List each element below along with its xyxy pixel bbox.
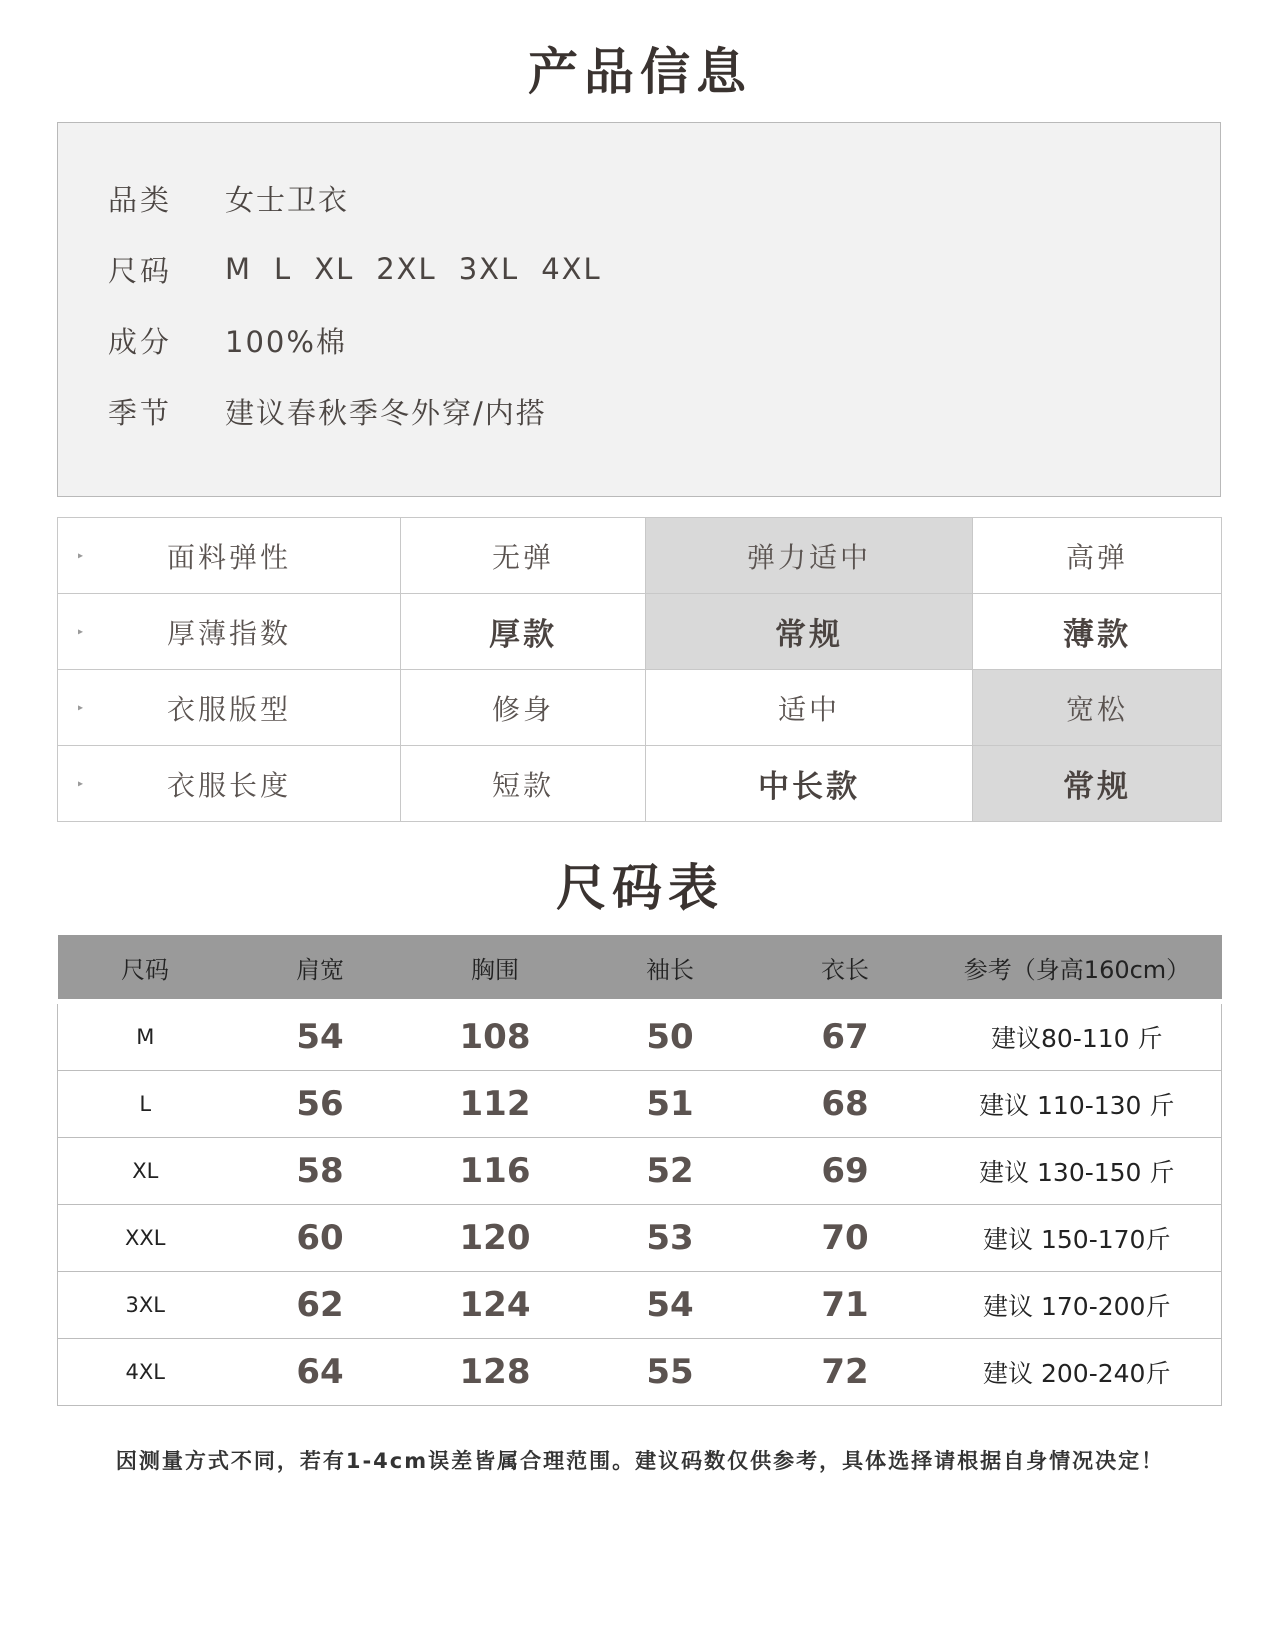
- cell-length: 70: [758, 1205, 933, 1272]
- material-value: 100%棉: [225, 324, 347, 359]
- table-row: [58, 1339, 1222, 1406]
- cell-reference: 建议 170-200斤: [933, 1272, 1222, 1339]
- feature-option-selected: 弹力适中: [646, 518, 973, 594]
- cell-sleeve: 50: [583, 1002, 758, 1071]
- table-row: [58, 1272, 1222, 1339]
- feature-name-cell: [58, 518, 401, 594]
- cell-sleeve: 54: [583, 1272, 758, 1339]
- header-length: 衣长: [758, 935, 933, 1002]
- cell-length: 71: [758, 1272, 933, 1339]
- cell-chest: 112: [408, 1071, 583, 1138]
- table-row: [58, 1138, 1222, 1205]
- header-reference: 参考（身高160cm）: [933, 935, 1222, 1002]
- cell-length: 72: [758, 1339, 933, 1406]
- cell-reference: 建议 130-150 斤: [933, 1138, 1222, 1205]
- feature-option: 中长款: [646, 746, 973, 822]
- size-option: M: [225, 252, 253, 286]
- table-row: [58, 1071, 1222, 1138]
- table-row: [58, 1002, 1222, 1071]
- measurement-footnote: 因测量方式不同，若有1-4cm误差皆属合理范围。建议码数仅供参考，具体选择请根据自身情况决定！: [115, 1449, 1165, 1473]
- info-label: 尺码: [108, 253, 173, 288]
- bullet-arrow-icon: ▸: [78, 626, 87, 637]
- cell-length: 69: [758, 1138, 933, 1205]
- header-sleeve: 袖长: [583, 935, 758, 1002]
- info-label: 品类: [108, 182, 173, 217]
- season-value: 建议春秋季冬外穿/内搭: [225, 395, 547, 430]
- cell-shoulder: 56: [233, 1071, 408, 1138]
- feature-name-cell: [58, 670, 401, 746]
- feature-option: 厚款: [401, 594, 646, 670]
- cell-size: M: [58, 1002, 233, 1071]
- feature-option: 无弹: [401, 518, 646, 594]
- cell-sleeve: 51: [583, 1071, 758, 1138]
- size-chart-title: 尺码表: [556, 859, 724, 917]
- info-row-material: [108, 320, 347, 360]
- feature-name: 面料弹性: [166, 540, 291, 574]
- table-row: [58, 1205, 1222, 1272]
- feature-name: 衣服版型: [166, 692, 291, 726]
- cell-chest: 108: [408, 1002, 583, 1071]
- size-chart-table: [57, 935, 1222, 1406]
- feature-option-selected: 宽松: [973, 670, 1222, 746]
- cell-shoulder: 60: [233, 1205, 408, 1272]
- size-option: XL: [314, 252, 355, 286]
- size-option: 3XL: [458, 252, 520, 286]
- feature-name-cell: [58, 746, 401, 822]
- cell-reference: 建议 110-130 斤: [933, 1071, 1222, 1138]
- cell-shoulder: 62: [233, 1272, 408, 1339]
- feature-name-cell: [58, 594, 401, 670]
- cell-chest: 124: [408, 1272, 583, 1339]
- info-row-category: [108, 178, 349, 218]
- cell-size: 4XL: [58, 1339, 233, 1406]
- cell-size: XL: [58, 1138, 233, 1205]
- size-option: L: [274, 252, 293, 286]
- cell-reference: 建议80-110 斤: [933, 1002, 1222, 1071]
- header-shoulder: 肩宽: [233, 935, 408, 1002]
- cell-sleeve: 52: [583, 1138, 758, 1205]
- cell-chest: 120: [408, 1205, 583, 1272]
- feature-option-selected: 常规: [646, 594, 973, 670]
- cell-shoulder: 64: [233, 1339, 408, 1406]
- feature-option: 高弹: [973, 518, 1222, 594]
- feature-option: 短款: [401, 746, 646, 822]
- bullet-arrow-icon: ▸: [78, 550, 87, 561]
- cell-length: 68: [758, 1071, 933, 1138]
- bullet-arrow-icon: ▸: [78, 778, 87, 789]
- feature-option: 适中: [646, 670, 973, 746]
- info-label: 成分: [108, 324, 173, 359]
- cell-sleeve: 53: [583, 1205, 758, 1272]
- feature-option-selected: 常规: [973, 746, 1222, 822]
- size-option: 4XL: [541, 252, 602, 286]
- cell-reference: 建议 200-240斤: [933, 1339, 1222, 1406]
- info-label: 季节: [108, 395, 173, 430]
- feature-option: 薄款: [973, 594, 1222, 670]
- cell-shoulder: 58: [233, 1138, 408, 1205]
- info-row-sizes: [108, 249, 602, 289]
- feature-name: 衣服长度: [166, 768, 291, 802]
- feature-row-fit: [58, 670, 1222, 746]
- cell-chest: 116: [408, 1138, 583, 1205]
- product-info-panel: [57, 122, 1221, 497]
- feature-row-thickness: [58, 594, 1222, 670]
- header-size: 尺码: [58, 935, 233, 1002]
- cell-length: 67: [758, 1002, 933, 1071]
- product-info-title: 产品信息: [528, 43, 752, 101]
- size-option: 2XL: [376, 252, 437, 286]
- cell-reference: 建议 150-170斤: [933, 1205, 1222, 1272]
- size-chart-header-row: [58, 935, 1222, 1002]
- size-list: [225, 252, 602, 286]
- feature-row-length: [58, 746, 1222, 822]
- cell-shoulder: 54: [233, 1002, 408, 1071]
- info-row-season: [108, 391, 547, 431]
- feature-option: 修身: [401, 670, 646, 746]
- cell-chest: 128: [408, 1339, 583, 1406]
- category-value: 女士卫衣: [225, 182, 350, 217]
- feature-row-elasticity: [58, 518, 1222, 594]
- header-chest: 胸围: [408, 935, 583, 1002]
- cell-size: XXL: [58, 1205, 233, 1272]
- cell-size: 3XL: [58, 1272, 233, 1339]
- cell-sleeve: 55: [583, 1339, 758, 1406]
- feature-table: [57, 517, 1222, 822]
- bullet-arrow-icon: ▸: [78, 702, 87, 713]
- cell-size: L: [58, 1071, 233, 1138]
- feature-name: 厚薄指数: [166, 616, 291, 650]
